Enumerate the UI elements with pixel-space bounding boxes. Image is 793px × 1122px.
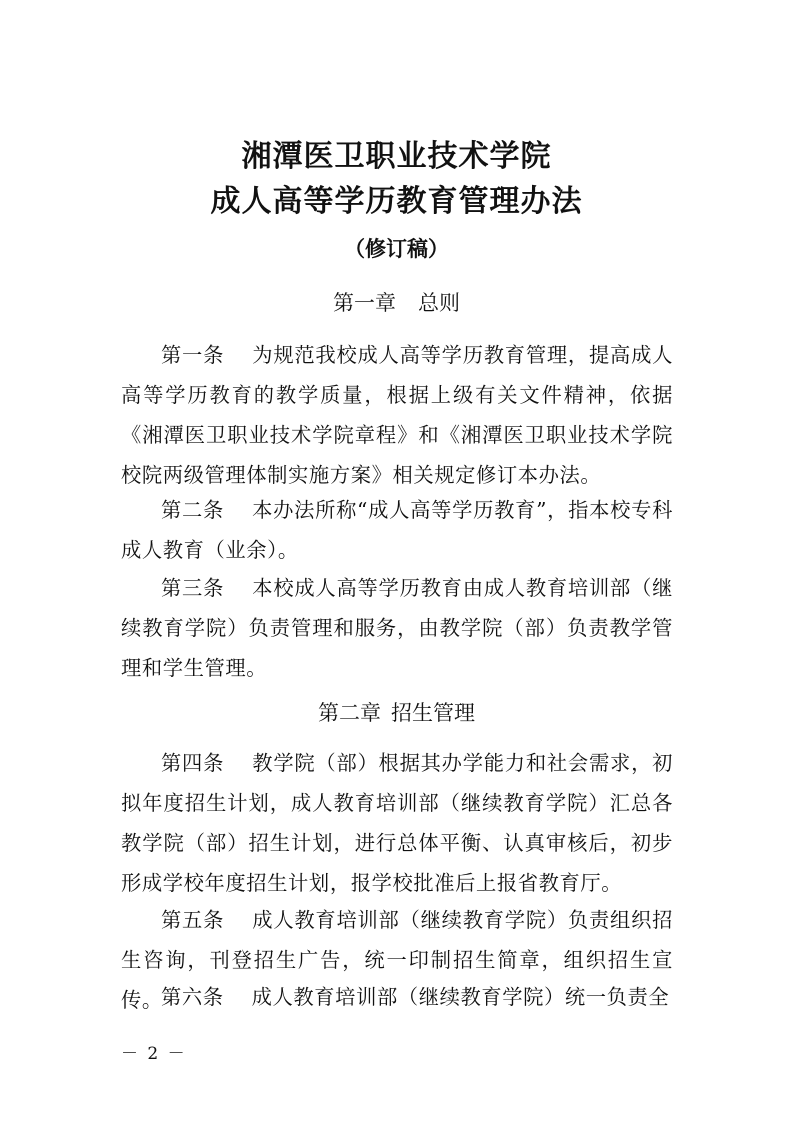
article-text: 成人教育培训部（继续教育学院）统一负责全 [251,985,670,1009]
chapter-title: 招生管理 [391,701,475,725]
article-number: 第二条 [161,498,224,522]
article-number: 第一条 [161,343,225,367]
article-1 [121,335,673,495]
chapter-heading-1 [0,288,793,318]
article-text: 成人教育培训部（继续教育学院）负责组织招生咨询，刊登招生广告，统一印制招生简章，组织招生宣传。 [121,908,673,1012]
article-text: 本校成人高等学历教育由成人教育培训部（继续教育学院）负责管理和服务，由教学院（部）负责教学管理和学生管理。 [121,576,673,680]
article-3 [121,568,673,688]
article-text: 本办法所称“成人高等学历教育”，指本校专科成人教育（业余）。 [121,498,673,562]
article-number: 第六条 [161,985,224,1009]
article-text: 教学院（部）根据其办学能力和社会需求，初拟年度招生计划，成人教育培训部（继续教育学院）汇总各教学院（部）招生计划，进行总体平衡、认真审核后，初步形成学校年度招生计划，报学校批准后上报省教育厅。 [121,751,673,895]
chapter-number: 第一章 [333,291,396,315]
chapter-number: 第二章 [318,701,381,725]
article-number: 第四条 [161,751,225,775]
document-title-line-1: 湘潭医卫职业技术学院 [241,139,552,174]
article-text: 为规范我校成人高等学历教育管理，提高成人高等学历教育的教学质量，根据上级有关文件精神，依据《湘潭医卫职业技术学院章程》和《湘潭医卫职业技术学院校院两级管理体制实施方案》相关规定修订本办法。 [121,343,673,487]
article-4 [121,743,673,903]
page-number: － 2 － [121,1044,187,1064]
chapter-heading-2 [0,698,793,728]
article-number: 第五条 [161,908,225,932]
article-2 [121,490,673,570]
document-title-line-2: 成人高等学历教育管理办法 [210,184,583,219]
article-6 [121,977,673,1017]
article-number: 第三条 [161,576,225,600]
chapter-title: 总则 [418,291,460,315]
document-subtitle: （修订稿） [344,236,449,261]
